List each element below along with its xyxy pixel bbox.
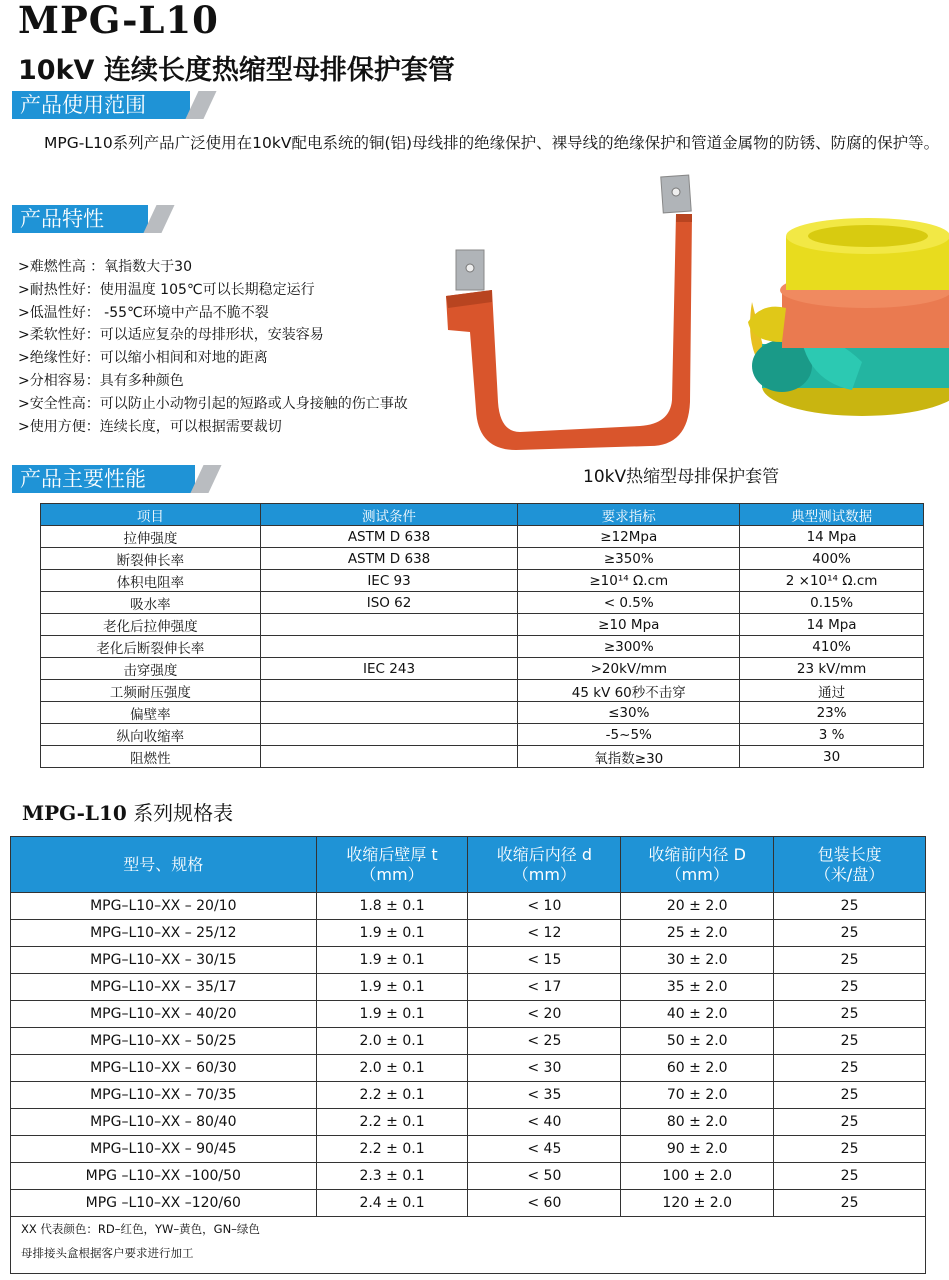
feature-item: >使用方便：连续长度，可以根据需要裁切	[18, 418, 282, 435]
section-heading-features	[12, 205, 172, 233]
table-cell: MPG–L10–XX – 90/45	[11, 1136, 317, 1163]
table-cell: MPG–L10–XX – 70/35	[11, 1082, 317, 1109]
table-cell: < 30	[468, 1055, 621, 1082]
sleeve-body	[446, 214, 692, 450]
spec-table	[10, 836, 926, 1274]
note-line: XX 代表颜色：RD–红色，YW–黄色，GN–绿色	[21, 1222, 260, 1236]
table-cell	[260, 724, 518, 746]
table-cell: 90 ± 2.0	[621, 1136, 774, 1163]
table-cell: 14 Mpa	[740, 526, 924, 548]
table-row	[41, 526, 924, 548]
table-cell: 25	[774, 947, 926, 974]
table-cell: 25	[774, 974, 926, 1001]
usage-description: MPG-L10系列产品广泛使用在10kV配电系统的铜(铝)母线排的绝缘保护、裸导线的绝缘保护和管道金属物的防锈、防腐的保护等。	[44, 134, 940, 152]
table-cell: ≤30%	[518, 702, 740, 724]
table-cell: 20 ± 2.0	[621, 893, 774, 920]
spec-title-text: 系列规格表	[133, 801, 234, 825]
table-cell: < 15	[468, 947, 621, 974]
table-cell: 400%	[740, 548, 924, 570]
feature-item: >安全性高：可以防止小动物引起的短路或人身接触的伤亡事故	[18, 395, 408, 412]
table-cell: 2.0 ± 0.1	[316, 1055, 468, 1082]
table-cell: < 60	[468, 1190, 621, 1217]
table-cell: MPG–L10–XX – 50/25	[11, 1028, 317, 1055]
table-cell: ASTM D 638	[260, 526, 518, 548]
table-cell: 30	[740, 746, 924, 768]
product-model-title: MPG-L10	[18, 0, 219, 42]
table-cell: IEC 243	[260, 658, 518, 680]
spec-table-title	[22, 797, 233, 826]
table-cell: 1.9 ± 0.1	[316, 947, 468, 974]
table-cell: < 20	[468, 1001, 621, 1028]
table-cell: MPG –L10–XX –120/60	[11, 1190, 317, 1217]
table-cell: 14 Mpa	[740, 614, 924, 636]
column-header: 典型测试数据	[740, 504, 924, 526]
table-cell: 25	[774, 920, 926, 947]
table-cell: 2.2 ± 0.1	[316, 1109, 468, 1136]
table-cell: 1.8 ± 0.1	[316, 893, 468, 920]
table-cell: MPG–L10–XX – 40/20	[11, 1001, 317, 1028]
table-cell: 2.0 ± 0.1	[316, 1028, 468, 1055]
table-cell: 23 kV/mm	[740, 658, 924, 680]
table-row	[41, 702, 924, 724]
table-row	[41, 724, 924, 746]
table-cell: 氧指数≥30	[518, 746, 740, 768]
table-cell: 阻燃性	[41, 746, 261, 768]
table-cell: 2 ×10¹⁴ Ω.cm	[740, 570, 924, 592]
notes-cell	[11, 1217, 926, 1274]
table-cell: ≥300%	[518, 636, 740, 658]
table-row	[41, 570, 924, 592]
table-cell: 2.2 ± 0.1	[316, 1082, 468, 1109]
table-row	[41, 680, 924, 702]
table-row	[11, 893, 926, 920]
notes-row	[11, 1217, 926, 1274]
table-cell: 1.9 ± 0.1	[316, 1001, 468, 1028]
table-cell: 45 kV 60秒不击穿	[518, 680, 740, 702]
table-cell: 0.15%	[740, 592, 924, 614]
table-header-row	[11, 837, 926, 893]
table-cell: ≥10¹⁴ Ω.cm	[518, 570, 740, 592]
table-row	[11, 1001, 926, 1028]
table-cell: < 25	[468, 1028, 621, 1055]
table-cell: MPG–L10–XX – 30/15	[11, 947, 317, 974]
table-cell: ≥10 Mpa	[518, 614, 740, 636]
table-row	[11, 1028, 926, 1055]
table-cell: 120 ± 2.0	[621, 1190, 774, 1217]
table-row	[11, 920, 926, 947]
feature-item: >柔软性好：可以适应复杂的母排形状，安装容易	[18, 327, 324, 344]
table-cell: < 40	[468, 1109, 621, 1136]
table-cell: 40 ± 2.0	[621, 1001, 774, 1028]
table-row	[41, 658, 924, 680]
table-cell: 老化后拉伸强度	[41, 614, 261, 636]
table-cell: 410%	[740, 636, 924, 658]
table-row	[11, 1055, 926, 1082]
table-cell: 100 ± 2.0	[621, 1163, 774, 1190]
table-cell: 2.4 ± 0.1	[316, 1190, 468, 1217]
table-cell: < 0.5%	[518, 592, 740, 614]
table-cell: 25	[774, 1001, 926, 1028]
column-header: 要求指标	[518, 504, 740, 526]
table-row	[11, 1109, 926, 1136]
section-heading-performance-label: 产品主要性能	[12, 465, 195, 493]
table-cell: 23%	[740, 702, 924, 724]
section-heading-usage	[12, 91, 212, 119]
table-cell: 吸水率	[41, 592, 261, 614]
table-cell	[260, 636, 518, 658]
table-cell: < 12	[468, 920, 621, 947]
table-cell: 3 %	[740, 724, 924, 746]
table-header-row	[41, 504, 924, 526]
table-cell: 70 ± 2.0	[621, 1082, 774, 1109]
table-cell: 工频耐压强度	[41, 680, 261, 702]
heading-slant-decoration	[143, 205, 174, 233]
table-cell: 25	[774, 1055, 926, 1082]
table-cell: ISO 62	[260, 592, 518, 614]
table-cell: MPG–L10–XX – 80/40	[11, 1109, 317, 1136]
table-cell: 50 ± 2.0	[621, 1028, 774, 1055]
note-line: 母排接头盒根据客户要求进行加工	[21, 1246, 194, 1260]
table-cell: MPG–L10–XX – 20/10	[11, 893, 317, 920]
table-cell: 35 ± 2.0	[621, 974, 774, 1001]
feature-list	[18, 256, 408, 438]
table-cell: 25	[774, 893, 926, 920]
table-row	[41, 636, 924, 658]
table-cell: 通过	[740, 680, 924, 702]
table-cell: 1.9 ± 0.1	[316, 920, 468, 947]
table-cell: 30 ± 2.0	[621, 947, 774, 974]
column-header: 型号、规格	[11, 837, 317, 893]
column-header: 测试条件	[260, 504, 518, 526]
section-heading-usage-label: 产品使用范围	[12, 91, 190, 119]
table-cell: 25	[774, 1163, 926, 1190]
table-cell: 2.3 ± 0.1	[316, 1163, 468, 1190]
section-heading-features-label: 产品特性	[12, 205, 148, 233]
table-row	[11, 974, 926, 1001]
section-heading-performance	[12, 465, 222, 493]
performance-table	[40, 503, 924, 768]
table-cell: >20kV/mm	[518, 658, 740, 680]
feature-item: >分相容易：具有多种颜色	[18, 372, 184, 389]
column-header: 收缩后内径 d （mm）	[468, 837, 621, 893]
table-cell: ≥350%	[518, 548, 740, 570]
busbar-sleeve-photo	[440, 170, 710, 450]
heading-slant-decoration	[185, 91, 216, 119]
table-cell: < 10	[468, 893, 621, 920]
feature-item: >低温性好： -55℃环境中产品不脆不裂	[18, 304, 269, 321]
table-cell: < 50	[468, 1163, 621, 1190]
table-cell: < 17	[468, 974, 621, 1001]
column-header: 收缩前内径 D （mm）	[621, 837, 774, 893]
product-subtitle: 10kV 连续长度热缩型母排保护套管	[18, 55, 455, 86]
table-cell: -5~5%	[518, 724, 740, 746]
table-cell: 老化后断裂伸长率	[41, 636, 261, 658]
table-cell: 25	[774, 1109, 926, 1136]
table-cell: 25 ± 2.0	[621, 920, 774, 947]
heading-slant-decoration	[190, 465, 221, 493]
table-cell: 2.2 ± 0.1	[316, 1136, 468, 1163]
table-row	[11, 947, 926, 974]
sleeve-coils-photo	[742, 212, 949, 422]
table-cell: 60 ± 2.0	[621, 1055, 774, 1082]
table-row	[11, 1190, 926, 1217]
table-row	[11, 1163, 926, 1190]
table-cell	[260, 702, 518, 724]
table-cell	[260, 614, 518, 636]
table-cell: ≥12Mpa	[518, 526, 740, 548]
table-cell: MPG–L10–XX – 25/12	[11, 920, 317, 947]
table-cell: 纵向收缩率	[41, 724, 261, 746]
table-row	[11, 1136, 926, 1163]
table-cell: 25	[774, 1082, 926, 1109]
table-cell: < 45	[468, 1136, 621, 1163]
feature-item: >耐热性好：使用温度 105℃可以长期稳定运行	[18, 281, 315, 298]
table-cell: MPG –L10–XX –100/50	[11, 1163, 317, 1190]
column-header: 项目	[41, 504, 261, 526]
table-cell: 偏壁率	[41, 702, 261, 724]
feature-item: >难燃性高 ：氧指数大于30	[18, 259, 192, 275]
table-cell: MPG–L10–XX – 35/17	[11, 974, 317, 1001]
table-cell: IEC 93	[260, 570, 518, 592]
table-cell: < 35	[468, 1082, 621, 1109]
table-cell: 25	[774, 1028, 926, 1055]
table-cell: 1.9 ± 0.1	[316, 974, 468, 1001]
table-cell	[260, 680, 518, 702]
table-row	[41, 548, 924, 570]
spec-title-model: MPG-L10	[22, 801, 127, 825]
table-cell: 拉伸强度	[41, 526, 261, 548]
table-cell: 25	[774, 1190, 926, 1217]
table-cell: 80 ± 2.0	[621, 1109, 774, 1136]
table-cell: MPG–L10–XX – 60/30	[11, 1055, 317, 1082]
table-cell: 断裂伸长率	[41, 548, 261, 570]
table-row	[41, 614, 924, 636]
feature-item: >绝缘性好：可以缩小相间和对地的距离	[18, 350, 268, 367]
table-cell: 击穿强度	[41, 658, 261, 680]
column-header: 收缩后壁厚 t （mm）	[316, 837, 468, 893]
table-cell: 体积电阻率	[41, 570, 261, 592]
photo-caption: 10kV热缩型母排保护套管	[583, 467, 780, 487]
table-cell	[260, 746, 518, 768]
table-cell: ASTM D 638	[260, 548, 518, 570]
table-row	[41, 592, 924, 614]
table-row	[41, 746, 924, 768]
column-header: 包装长度 （米/盘）	[774, 837, 926, 893]
table-cell: 25	[774, 1136, 926, 1163]
table-row	[11, 1082, 926, 1109]
